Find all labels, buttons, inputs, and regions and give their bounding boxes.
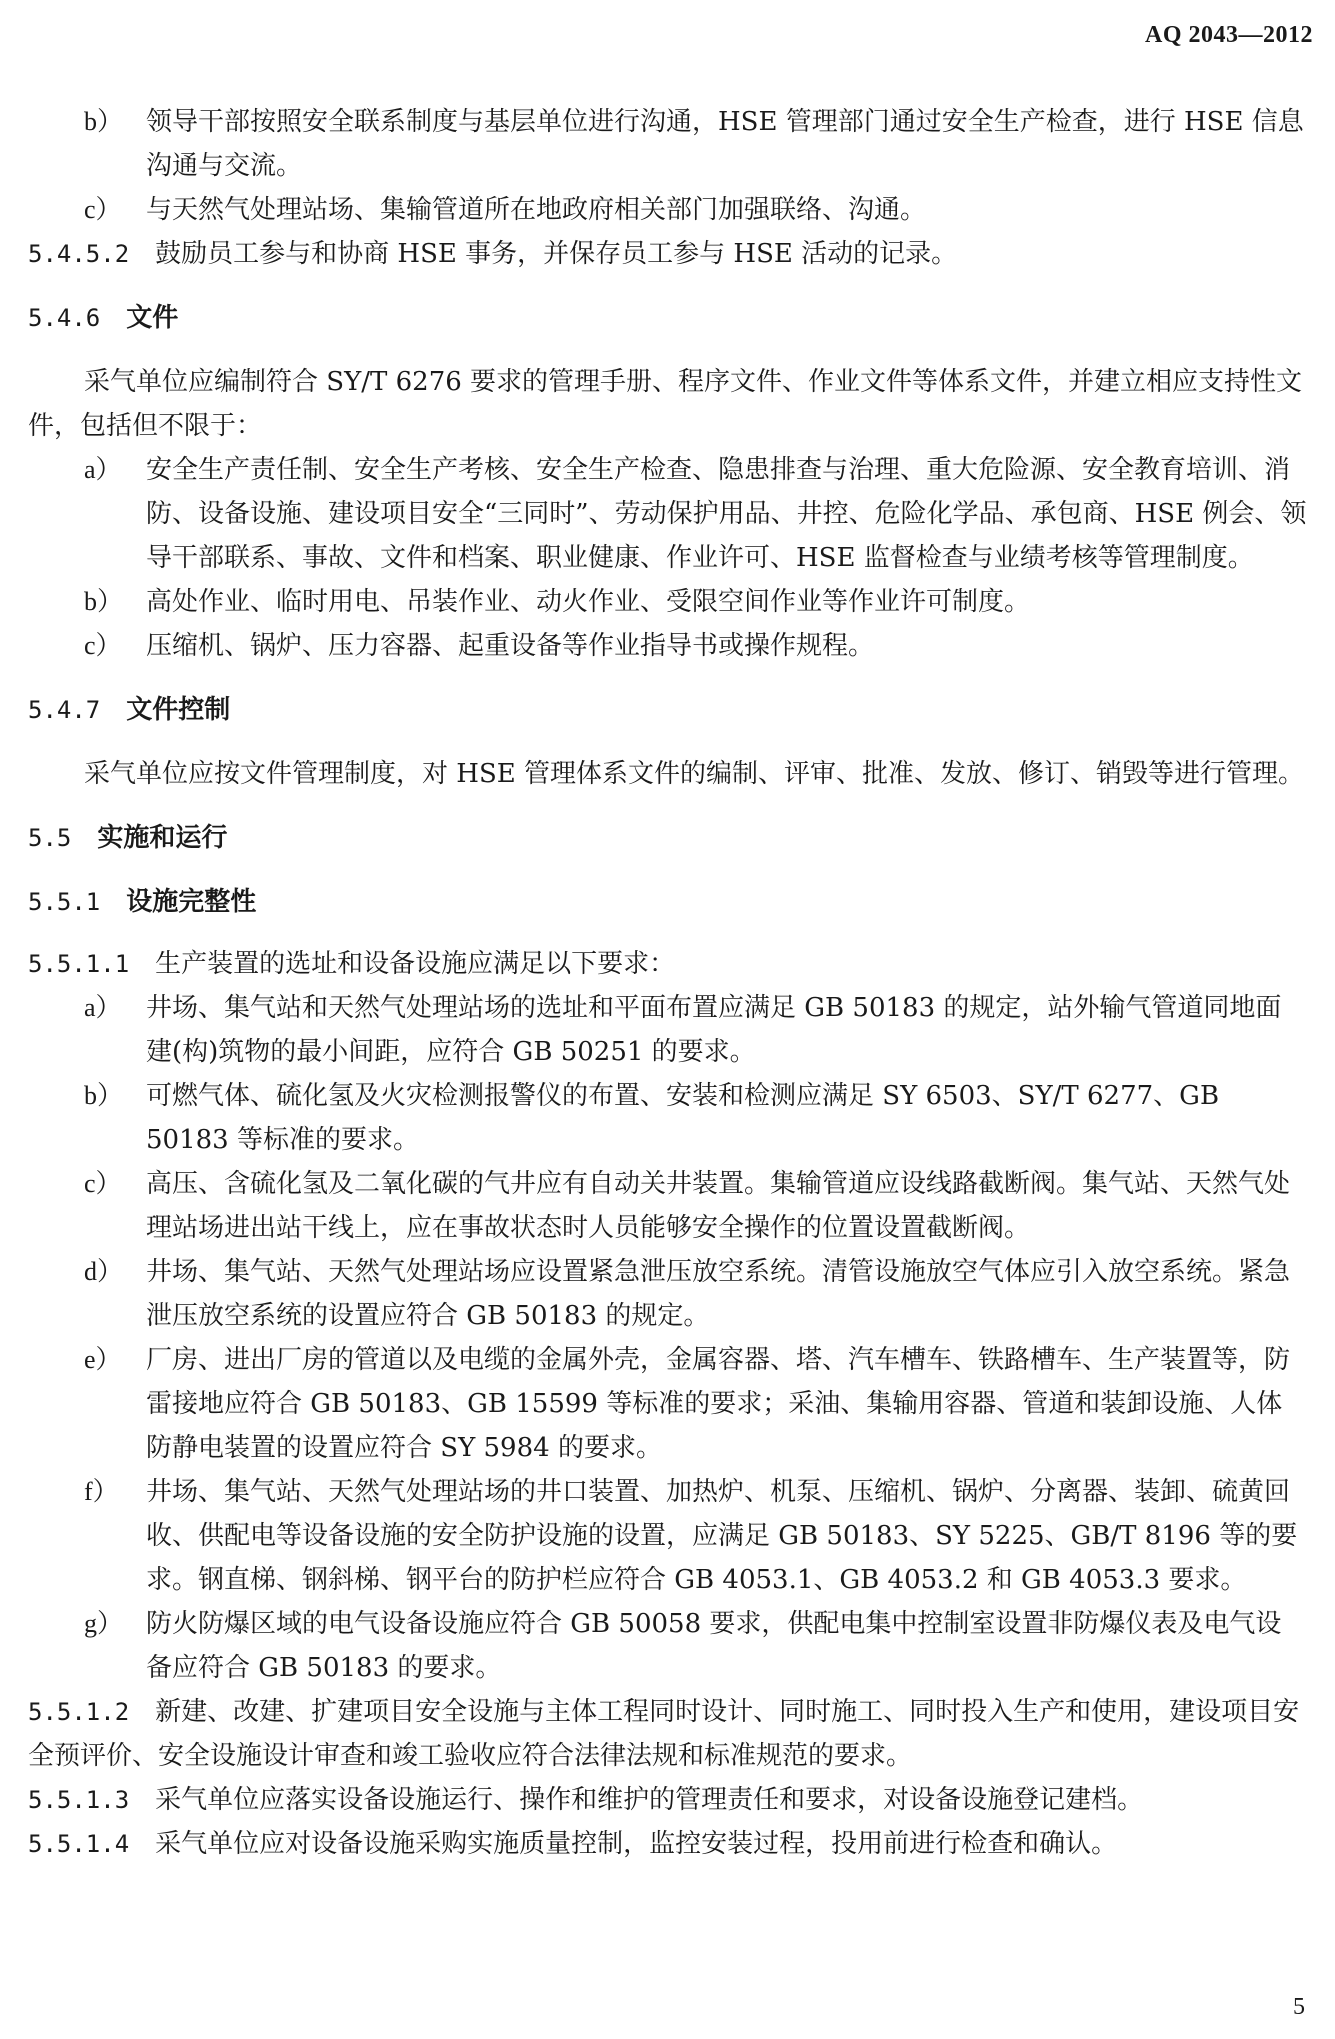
clause-number: 5.4.5.2 bbox=[28, 240, 130, 268]
list-item-text: 领导干部按照安全联系制度与基层单位进行沟通，HSE 管理部门通过安全生产检查，进行 HSE 信息沟通与交流。 bbox=[146, 107, 1304, 181]
list-item-label: d） bbox=[84, 1257, 124, 1286]
clause-text: 生产装置的选址和设备设施应满足以下要求： bbox=[155, 949, 676, 979]
list-item bbox=[28, 580, 1307, 624]
list-item-text: 高处作业、临时用电、吊装作业、动火作业、受限空间作业等作业许可制度。 bbox=[146, 587, 1031, 617]
clause bbox=[28, 1690, 1307, 1778]
section-title: 实施和运行 bbox=[97, 823, 228, 853]
section-heading bbox=[28, 296, 1307, 340]
list-item-text: 厂房、进出厂房的管道以及电缆的金属外壳，金属容器、塔、汽车槽车、铁路槽车、生产装置等，防雷接地应符合 GB 50183、GB 15599 等标准的要求；采油、集输用容器、管道和装卸设施、人体防静电装置的设置应符合 SY 5984 的要求。 bbox=[146, 1345, 1291, 1463]
list-item-text: 与天然气处理站场、集输管道所在地政府相关部门加强联络、沟通。 bbox=[146, 195, 927, 225]
paragraph: 采气单位应编制符合 SY/T 6276 要求的管理手册、程序文件、作业文件等体系文件，并建立相应支持性文件，包括但不限于： bbox=[28, 367, 1303, 441]
list-item-label: c） bbox=[84, 195, 122, 224]
list-item-text: 井场、集气站和天然气处理站场的选址和平面布置应满足 GB 50183 的规定，站外输气管道同地面建(构)筑物的最小间距，应符合 GB 50251 的要求。 bbox=[146, 993, 1282, 1067]
list-item bbox=[28, 448, 1307, 580]
standard-code: AQ 2043—2012 bbox=[1145, 22, 1313, 48]
section-heading bbox=[28, 880, 1307, 924]
list-item-label: b） bbox=[84, 587, 124, 616]
paragraph: 采气单位应按文件管理制度，对 HSE 管理体系文件的编制、评审、批准、发放、修订、销毁等进行管理。 bbox=[84, 759, 1304, 789]
section-number: 5.5 bbox=[28, 824, 72, 852]
list-item-label: a） bbox=[84, 993, 122, 1022]
clause bbox=[28, 232, 1307, 276]
list-item bbox=[28, 188, 1307, 232]
section-number: 5.5.1 bbox=[28, 888, 101, 916]
list-item-label: e） bbox=[84, 1345, 122, 1374]
section-heading bbox=[28, 816, 1307, 860]
list-item bbox=[28, 1470, 1307, 1602]
section-number: 5.4.7 bbox=[28, 696, 101, 724]
clause-number: 5.5.1.1 bbox=[28, 950, 130, 978]
list-item-text: 井场、集气站、天然气处理站场应设置紧急泄压放空系统。清管设施放空气体应引入放空系统。紧急泄压放空系统的设置应符合 GB 50183 的规定。 bbox=[146, 1257, 1291, 1331]
list-item-label: g） bbox=[84, 1609, 124, 1638]
list-item bbox=[28, 986, 1307, 1074]
list-item-text: 压缩机、锅炉、压力容器、起重设备等作业指导书或操作规程。 bbox=[146, 631, 875, 661]
list-item-label: a） bbox=[84, 455, 122, 484]
list-item bbox=[28, 624, 1307, 668]
clause-text: 采气单位应对设备设施采购实施质量控制，监控安装过程，投用前进行检查和确认。 bbox=[155, 1829, 1118, 1859]
clause bbox=[28, 942, 1307, 986]
list-item bbox=[28, 100, 1307, 188]
page-number: 5 bbox=[1293, 1994, 1305, 2020]
list-item bbox=[28, 1338, 1307, 1470]
clause bbox=[28, 1778, 1307, 1822]
clause bbox=[28, 1822, 1307, 1866]
section-title: 文件控制 bbox=[126, 695, 231, 725]
section-number: 5.4.6 bbox=[28, 304, 101, 332]
clause-text: 鼓励员工参与和协商 HSE 事务，并保存员工参与 HSE 活动的记录。 bbox=[155, 239, 958, 269]
list-item-label: c） bbox=[84, 1169, 122, 1198]
list-item-text: 高压、含硫化氢及二氧化碳的气井应有自动关井装置。集输管道应设线路截断阀。集气站、天然气处理站场进出站干线上，应在事故状态时人员能够安全操作的位置设置截断阀。 bbox=[146, 1169, 1291, 1243]
list-item-text: 井场、集气站、天然气处理站场的井口装置、加热炉、机泵、压缩机、锅炉、分离器、装卸、硫黄回收、供配电等设备设施的安全防护设施的设置，应满足 GB 50183、SY 5225、GB/T 8196 等的要求。钢直梯、钢斜梯、钢平台的防护栏应符合 GB 4053.1、GB 4053.2 和 GB 4053.3 要求。 bbox=[146, 1477, 1298, 1595]
section-title: 设施完整性 bbox=[126, 887, 257, 917]
clause-number: 5.5.1.3 bbox=[28, 1786, 130, 1814]
list-item-text: 可燃气体、硫化氢及火灾检测报警仪的布置、安装和检测应满足 SY 6503、SY/T 6277、GB 50183 等标准的要求。 bbox=[146, 1081, 1220, 1155]
list-item-text: 安全生产责任制、安全生产考核、安全生产检查、隐患排查与治理、重大危险源、安全教育培训、消防、设备设施、建设项目安全“三同时”、劳动保护用品、井控、危险化学品、承包商、HSE 例会、领导干部联系、事故、文件和档案、职业健康、作业许可、HSE 监督检查与业绩考核等管理制度。 bbox=[146, 455, 1307, 573]
clause-text: 采气单位应落实设备设施运行、操作和维护的管理责任和要求，对设备设施登记建档。 bbox=[155, 1785, 1144, 1815]
clause-number: 5.5.1.4 bbox=[28, 1830, 130, 1858]
list-item-text: 防火防爆区域的电气设备设施应符合 GB 50058 要求，供配电集中控制室设置非防爆仪表及电气设备应符合 GB 50183 的要求。 bbox=[146, 1609, 1282, 1683]
list-item bbox=[28, 1602, 1307, 1690]
document-body bbox=[28, 100, 1307, 1866]
section-heading bbox=[28, 688, 1307, 732]
list-item bbox=[28, 1074, 1307, 1162]
list-item-label: b） bbox=[84, 107, 124, 136]
clause-text: 新建、改建、扩建项目安全设施与主体工程同时设计、同时施工、同时投入生产和使用，建设项目安全预评价、安全设施设计审查和竣工验收应符合法律法规和标准规范的要求。 bbox=[28, 1697, 1300, 1771]
list-item bbox=[28, 1162, 1307, 1250]
clause-number: 5.5.1.2 bbox=[28, 1698, 130, 1726]
section-title: 文件 bbox=[126, 303, 179, 333]
list-item-label: b） bbox=[84, 1081, 124, 1110]
list-item bbox=[28, 1250, 1307, 1338]
list-item-label: c） bbox=[84, 631, 122, 660]
list-item-label: f） bbox=[84, 1477, 119, 1506]
